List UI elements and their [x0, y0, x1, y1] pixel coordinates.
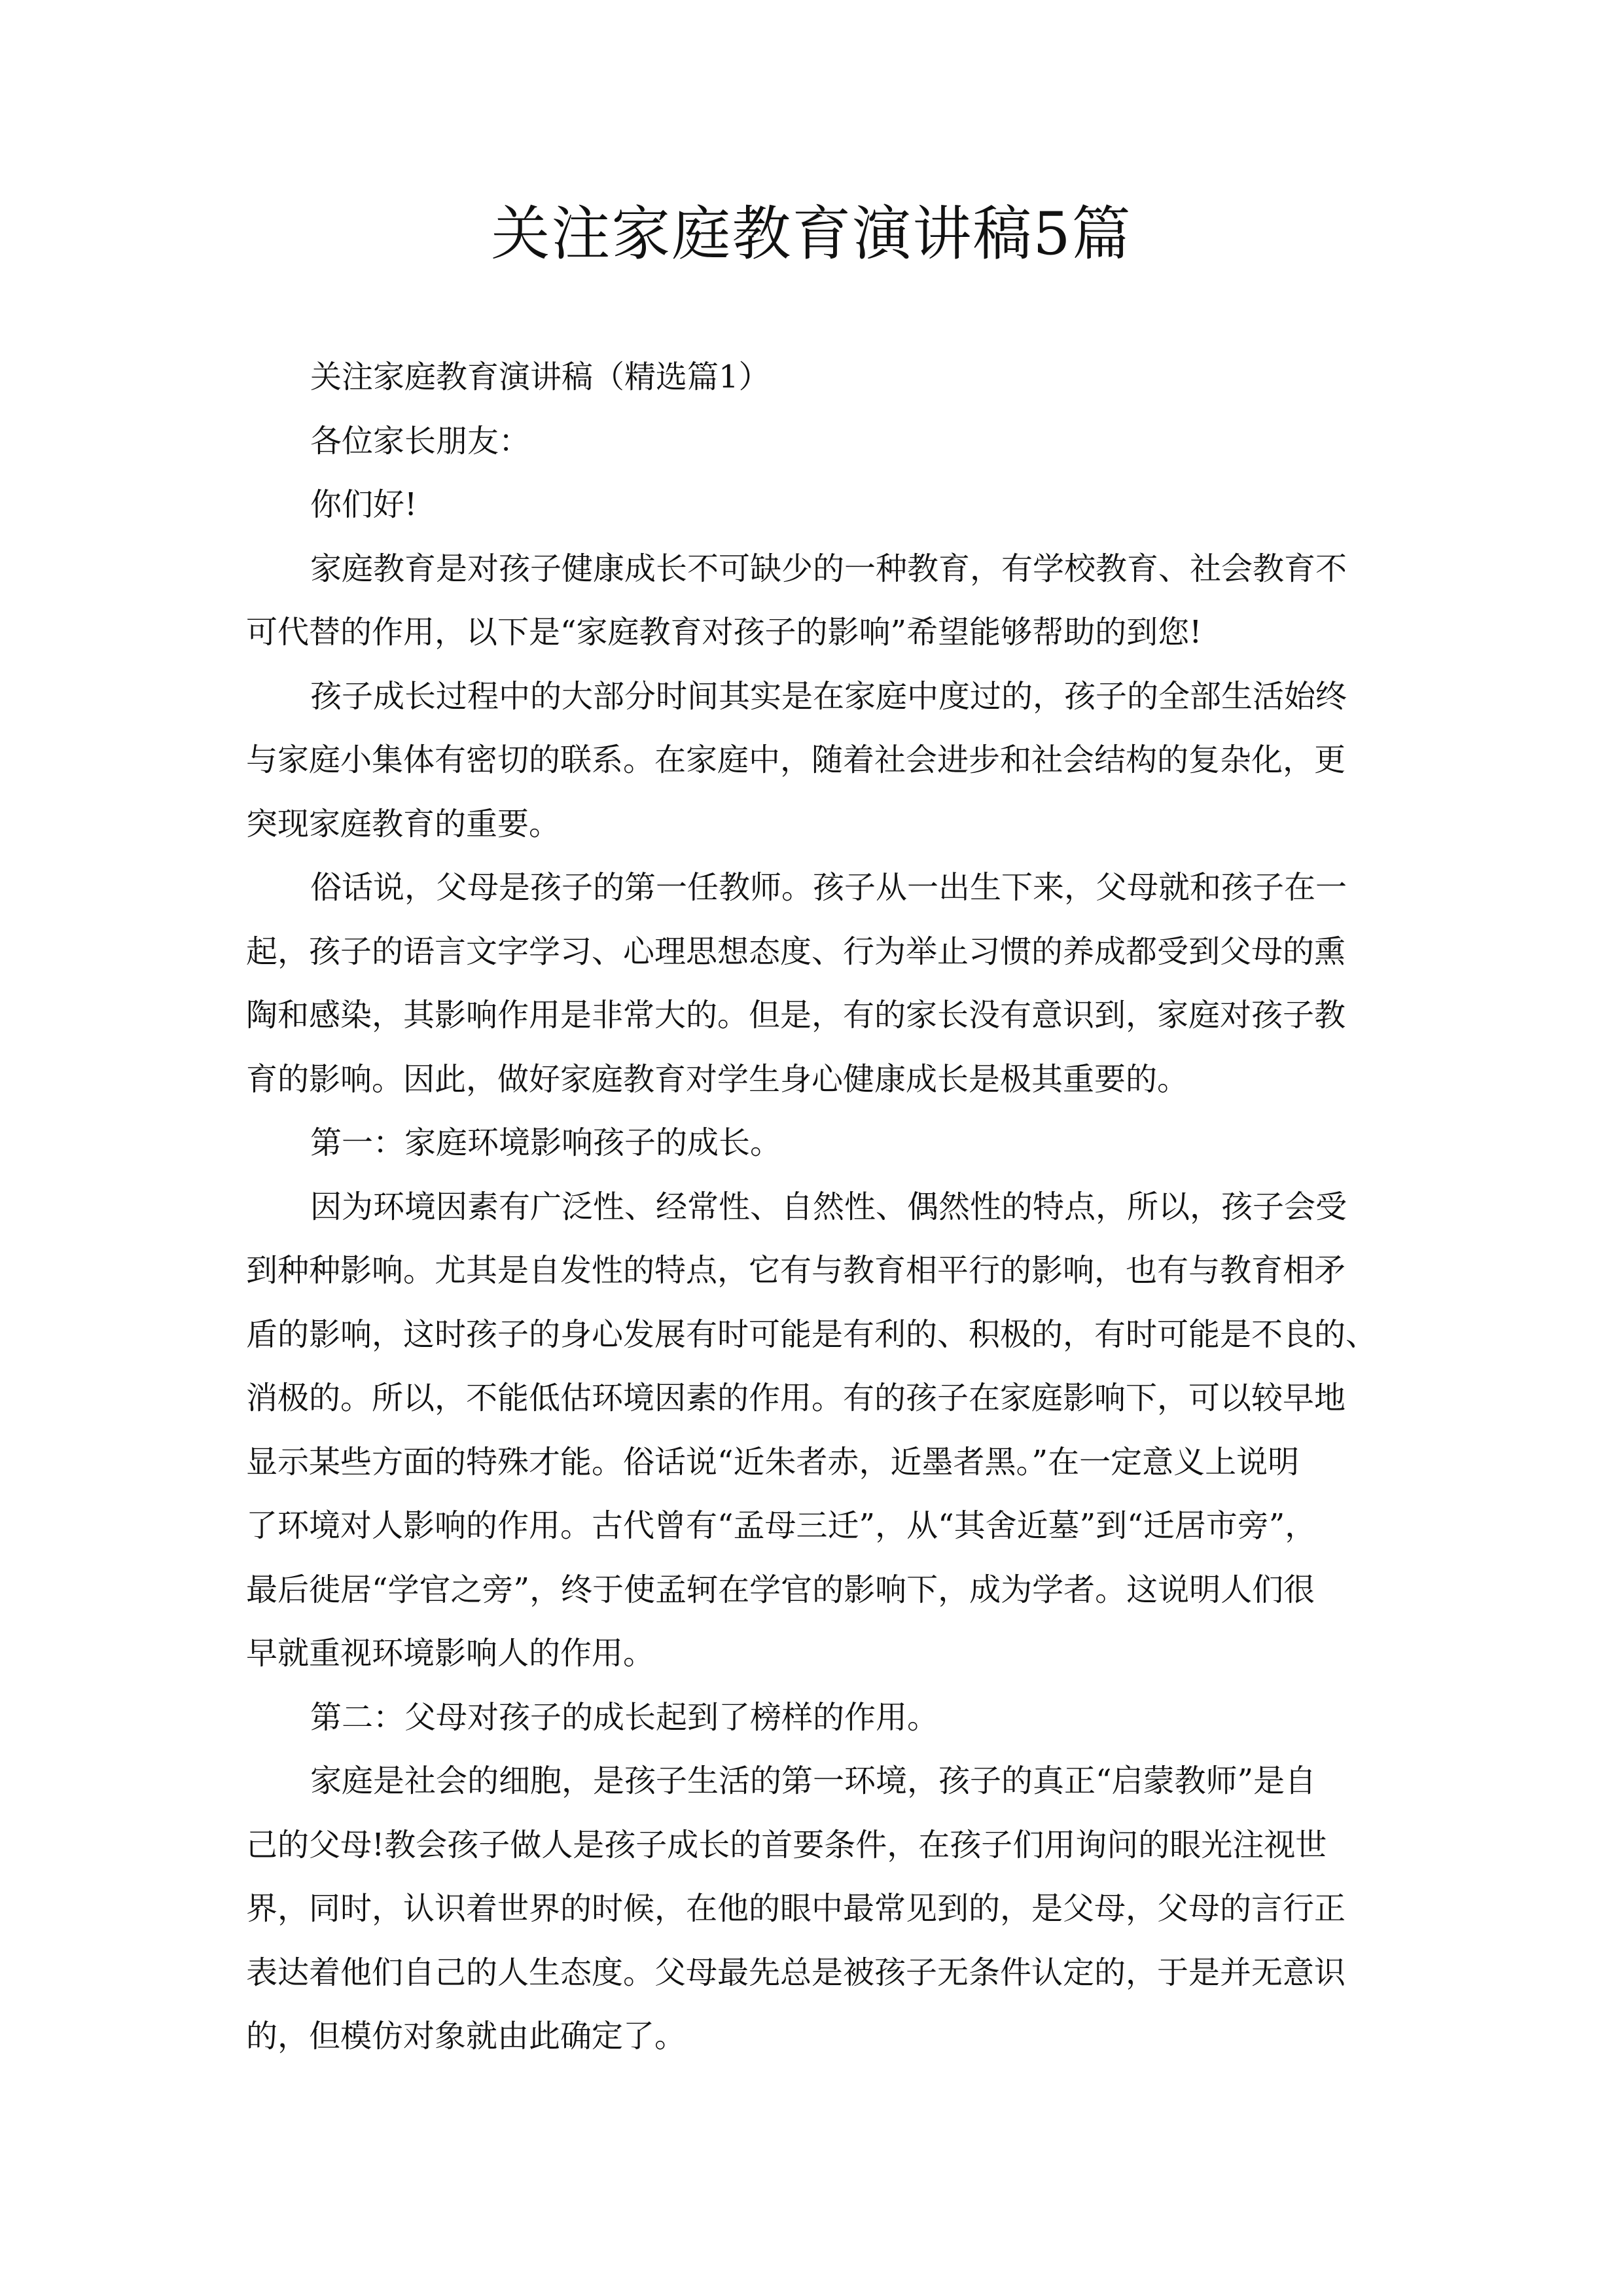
paragraph [246, 537, 1398, 665]
paragraph [246, 1111, 1398, 1175]
paragraph [246, 346, 1398, 410]
paragraph-line: 的，但模仿对象就由此确定了。 [246, 2018, 687, 2054]
paragraph-line: 己的父母!教会孩子做人是孩子成长的首要条件，在孩子们用询问的眼光注视世 [246, 1826, 1327, 1863]
paragraph-line: 到种种影响。尤其是自发性的特点，它有与教育相平行的影响，也有与教育相矛 [246, 1252, 1346, 1289]
paragraph-line: 与家庭小集体有密切的联系。在家庭中，随着社会进步和社会结构的复杂化，更 [246, 742, 1346, 778]
paragraph-line: 俗话说，父母是孩子的第一任教师。孩子从一出生下来，父母就和孩子在一 [310, 869, 1347, 906]
paragraph-line: 盾的影响，这时孩子的身心发展有时可能是有利的、积极的，有时可能是不良的、 [246, 1316, 1378, 1353]
paragraph-line: 关注家庭教育演讲稿（精选篇1） [310, 359, 770, 395]
paragraph-line: 陶和感染，其影响作用是非常大的。但是，有的家长没有意识到，家庭对孩子教 [246, 997, 1346, 1033]
paragraph-line: 你们好! [310, 486, 418, 523]
paragraph [246, 1749, 1398, 2069]
paragraph [246, 856, 1398, 1111]
paragraph [246, 1175, 1398, 1686]
paragraph-line: 家庭是社会的细胞，是孩子生活的第一环境，孩子的真正“启蒙教师”是自 [310, 1763, 1317, 1799]
paragraph-line: 显示某些方面的特殊才能。俗话说“近朱者赤，近墨者黑。”在一定意义上说明 [246, 1443, 1300, 1480]
paragraph-line: 各位家长朋友： [310, 422, 531, 459]
paragraph-line: 第一：家庭环境影响孩子的成长。 [310, 1124, 782, 1161]
paragraph-line: 表达着他们自己的人生态度。父母最先总是被孩子无条件认定的，于是并无意识 [246, 1954, 1346, 1991]
paragraph-line: 可代替的作用，以下是“家庭教育对孩子的影响”希望能够帮助的到您! [246, 614, 1202, 651]
paragraph-line: 孩子成长过程中的大部分时间其实是在家庭中度过的，孩子的全部生活始终 [310, 677, 1347, 715]
paragraph-line: 突现家庭教育的重要。 [246, 805, 561, 842]
paragraph-line: 界，同时，认识着世界的时候，在他的眼中最常见到的，是父母，父母的言行正 [246, 1890, 1346, 1927]
paragraph-line: 因为环境因素有广泛性、经常性、自然性、偶然性的特点，所以，孩子会受 [310, 1188, 1347, 1225]
paragraph-line: 最后徙居“学官之旁”，终于使孟轲在学官的影响下，成为学者。这说明人们很 [246, 1571, 1315, 1608]
paragraph [246, 1686, 1398, 1750]
paragraph-line: 第二：父母对孩子的成长起到了榜样的作用。 [310, 1698, 939, 1736]
document-body [246, 346, 1398, 2069]
document-title: 关注家庭教育演讲稿5篇 [491, 200, 1132, 268]
paragraph-line: 早就重视环境影响人的作用。 [246, 1635, 655, 1672]
paragraph-line: 家庭教育是对孩子健康成长不可缺少的一种教育，有学校教育、社会教育不 [310, 550, 1347, 587]
paragraph [246, 410, 1398, 474]
paragraph-line: 消极的。所以，不能低估环境因素的作用。有的孩子在家庭影响下，可以较早地 [246, 1380, 1346, 1416]
paragraph-line: 育的影响。因此，做好家庭教育对学生身心健康成长是极其重要的。 [246, 1060, 1189, 1098]
paragraph [246, 473, 1398, 537]
paragraph-line: 了环境对人影响的作用。古代曾有“孟母三迁”，从“其舍近墓”到“迁居市旁”， [246, 1507, 1317, 1544]
paragraph [246, 665, 1398, 857]
paragraph-line: 起，孩子的语言文字学习、心理思想态度、行为举止习惯的养成都受到父母的熏 [246, 933, 1346, 970]
